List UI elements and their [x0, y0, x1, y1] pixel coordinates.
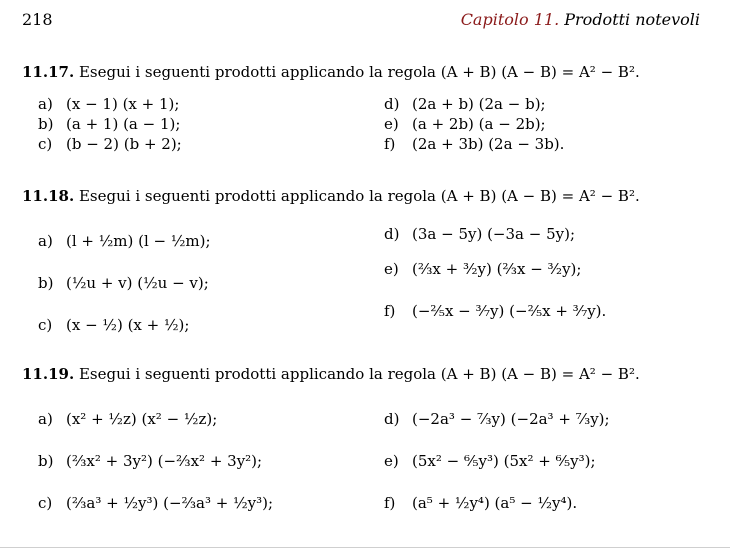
- exercise-number: 11.18.: [22, 187, 75, 205]
- item-expression: (a + 2b) (a − 2b);: [412, 115, 546, 133]
- item-label: f): [384, 135, 396, 153]
- item-expression: (2a + b) (2a − b);: [412, 95, 546, 113]
- exercise-item: [384, 220, 606, 248]
- item-expression: (x² + ½z) (x² − ½z);: [66, 410, 218, 428]
- item-expression: (5x² − ⁶⁄₅y³) (5x² + ⁶⁄₅y³);: [412, 452, 596, 470]
- exercise-item: [38, 114, 182, 134]
- item-expression: (x − ½) (x + ½);: [66, 316, 190, 334]
- chapter-heading: [461, 10, 700, 29]
- item-expression: (2a + 3b) (2a − 3b).: [412, 135, 565, 153]
- exercise-item: [38, 304, 211, 346]
- item-label: a): [38, 232, 53, 250]
- exercise-item: [38, 440, 273, 482]
- item-expression: (a + 1) (a − 1);: [66, 115, 181, 133]
- item-label: d): [384, 410, 400, 428]
- item-expression: (l + ½m) (l − ½m);: [66, 232, 211, 250]
- item-label: e): [384, 115, 399, 133]
- exercise-item: [384, 134, 564, 154]
- item-label: c): [38, 316, 53, 334]
- left-column: [38, 398, 273, 524]
- exercise-number: 11.17.: [22, 63, 75, 81]
- page-bottom-divider: [0, 547, 730, 548]
- exercise-11-17: [22, 62, 710, 160]
- page-number: 218: [22, 10, 53, 29]
- item-expression: (a⁵ + ½y⁴) (a⁵ − ½y⁴).: [412, 494, 578, 512]
- exercise-heading: [22, 186, 710, 206]
- exercise-item: [38, 482, 273, 524]
- item-expression: (½u + v) (½u − v);: [66, 274, 209, 292]
- right-column: [384, 94, 564, 154]
- page-header: [22, 10, 700, 32]
- exercise-items: [22, 94, 710, 160]
- item-label: d): [384, 95, 400, 113]
- left-column: [38, 94, 182, 154]
- exercise-items: [22, 220, 710, 350]
- exercise-heading: [22, 364, 710, 384]
- exercise-instruction: Esegui i seguenti prodotti applicando la regola (A + B) (A − B) = A² − B².: [78, 365, 640, 383]
- item-expression: (−2a³ − ⁷⁄₃y) (−2a³ + ⁷⁄₃y);: [412, 410, 610, 428]
- item-expression: (⅔x + ³⁄₂y) (⅔x − ³⁄₂y);: [412, 260, 582, 278]
- chapter-title: Prodotti notevoli: [564, 10, 700, 29]
- item-label: e): [384, 452, 399, 470]
- exercise-item: [384, 290, 606, 332]
- exercise-item: [38, 220, 211, 262]
- item-label: e): [384, 260, 399, 278]
- exercise-11-18: [22, 186, 710, 350]
- exercise-item: [384, 248, 606, 290]
- exercise-11-19: [22, 364, 710, 528]
- item-label: c): [38, 135, 53, 153]
- right-column: [384, 220, 606, 332]
- exercise-instruction: Esegui i seguenti prodotti applicando la regola (A + B) (A − B) = A² − B².: [78, 187, 640, 205]
- exercise-item: [38, 94, 182, 114]
- item-label: f): [384, 494, 396, 512]
- exercise-item: [384, 94, 564, 114]
- exercise-item: [38, 134, 182, 154]
- item-expression: (⅔x² + 3y²) (−⅔x² + 3y²);: [66, 452, 263, 470]
- exercise-heading: [22, 62, 710, 82]
- exercise-item: [384, 398, 610, 440]
- item-expression: (3a − 5y) (−3a − 5y);: [412, 225, 576, 243]
- right-column: [384, 398, 610, 524]
- item-label: d): [384, 225, 400, 243]
- item-expression: (x − 1) (x + 1);: [66, 95, 180, 113]
- item-expression: (−⅖x − ³⁄₇y) (−⅖x + ³⁄₇y).: [412, 302, 607, 320]
- item-label: a): [38, 95, 53, 113]
- item-label: f): [384, 302, 396, 320]
- item-label: b): [38, 115, 54, 133]
- exercise-item: [38, 262, 211, 304]
- item-expression: (⅔a³ + ½y³) (−⅔a³ + ½y³);: [66, 494, 274, 512]
- item-label: b): [38, 274, 54, 292]
- item-expression: (b − 2) (b + 2);: [66, 135, 182, 153]
- left-column: [38, 220, 211, 346]
- exercise-items: [22, 398, 710, 528]
- item-label: c): [38, 494, 53, 512]
- exercise-instruction: Esegui i seguenti prodotti applicando la regola (A + B) (A − B) = A² − B².: [78, 63, 640, 81]
- exercise-item: [384, 440, 610, 482]
- exercise-number: 11.19.: [22, 365, 75, 383]
- chapter-label: Capitolo 11.: [460, 10, 560, 29]
- exercise-item: [38, 398, 273, 440]
- exercise-item: [384, 482, 610, 524]
- exercise-item: [384, 114, 564, 134]
- item-label: b): [38, 452, 54, 470]
- item-label: a): [38, 410, 53, 428]
